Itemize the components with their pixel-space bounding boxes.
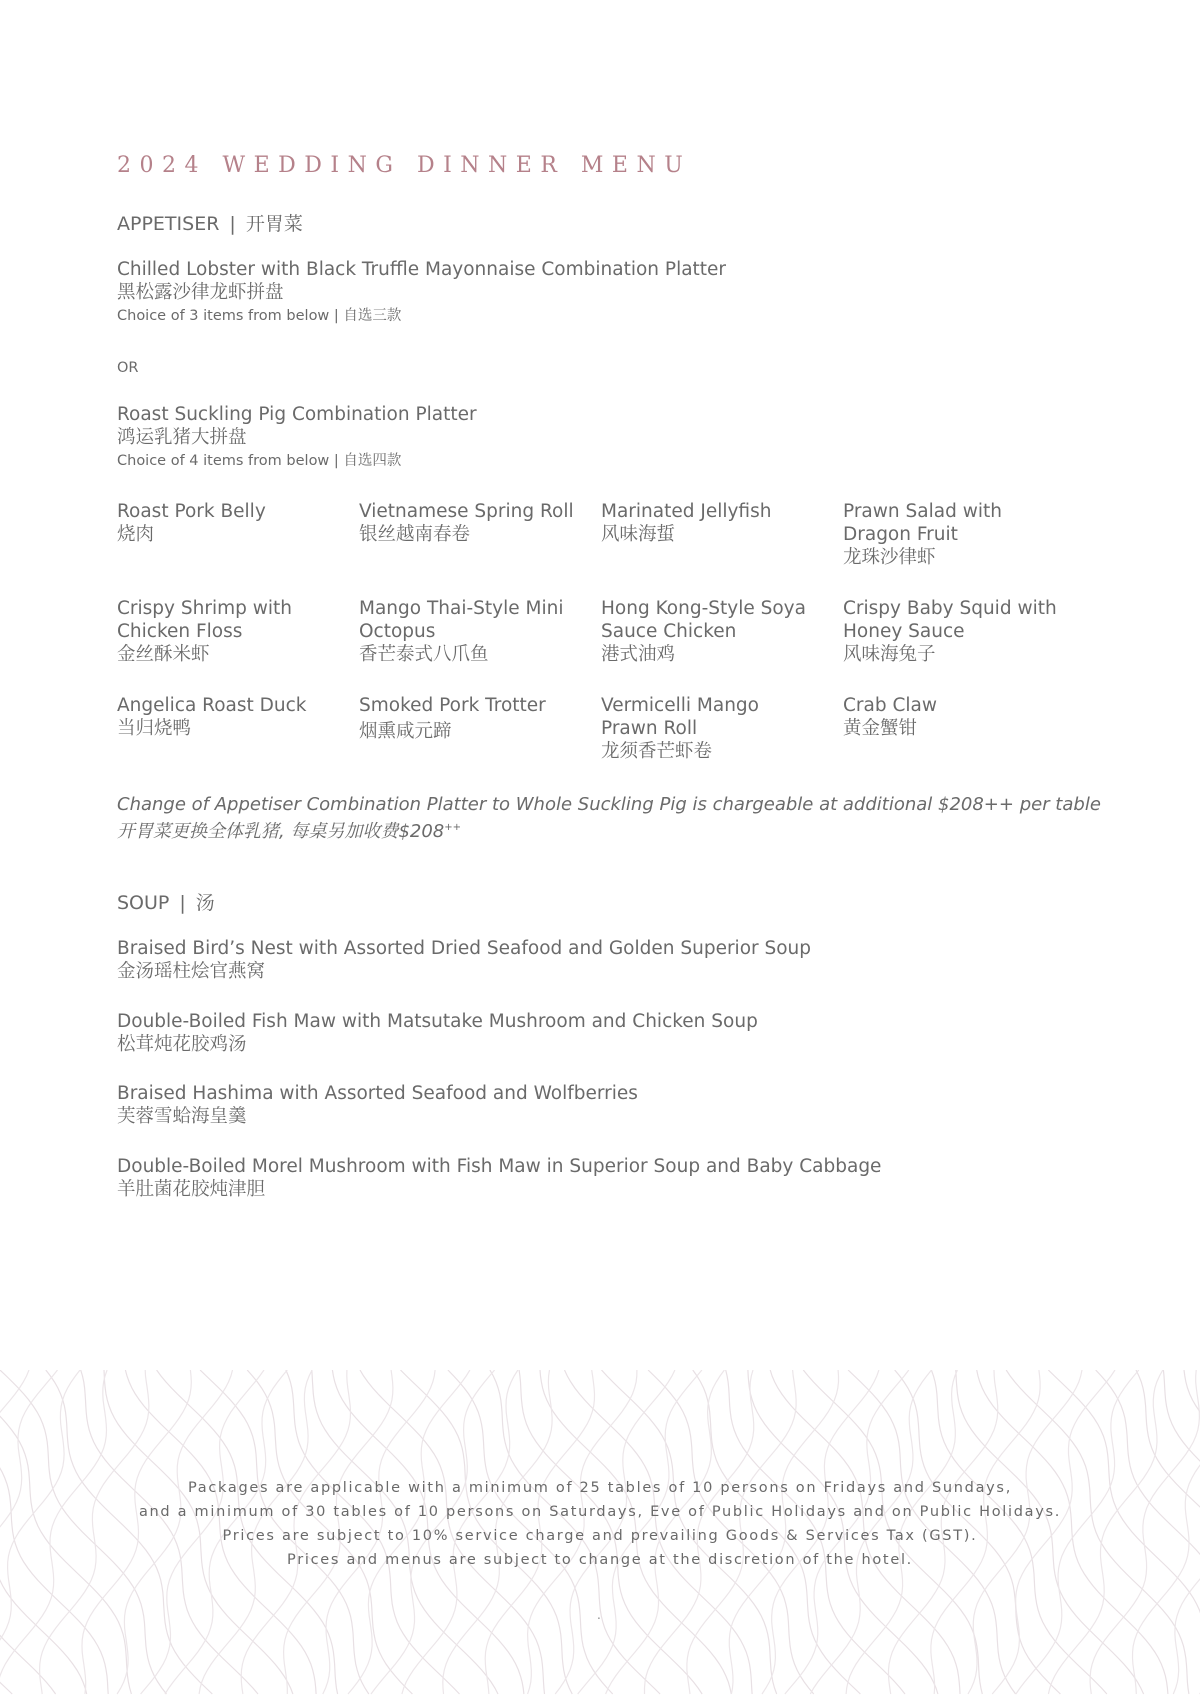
appetiser-item xyxy=(117,597,292,666)
item-zh: 当归烧鸭 xyxy=(117,718,192,739)
or-label: OR xyxy=(117,360,139,376)
dish-name-en: Roast Suckling Pig Combination Platter xyxy=(117,404,477,425)
terms-line: and a minimum of 30 tables of 10 persons on Saturdays, Eve of Public Holidays and on Public Holidays. xyxy=(138,1504,1062,1520)
item-zh: 银丝越南春卷 xyxy=(359,524,471,545)
heading-separator: | xyxy=(179,892,186,914)
dish-name-zh: 黑松露沙律龙虾拼盘 xyxy=(117,282,284,303)
appetiser-item xyxy=(359,500,589,546)
appetiser-option-suckling-pig xyxy=(117,403,477,471)
soup-heading xyxy=(117,888,215,915)
item-zh: 港式油鸡 xyxy=(601,644,676,665)
item-en: Hong Kong-Style Soya Sauce Chicken xyxy=(601,598,806,642)
soup-item xyxy=(117,937,811,983)
appetiser-item xyxy=(117,694,347,740)
item-zh: 龙珠沙律虾 xyxy=(843,547,936,568)
terms-line: Prices and menus are subject to change at the discretion of the hotel. xyxy=(287,1552,913,1568)
item-en: Angelica Roast Duck xyxy=(117,695,307,716)
appetiser-item xyxy=(117,500,347,546)
appetiser-option-lobster xyxy=(117,258,726,326)
item-en: Braised Bird’s Nest with Assorted Dried Seafood and Golden Superior Soup xyxy=(117,938,812,959)
item-zh: 风味海兔子 xyxy=(843,644,936,665)
item-en: Double-Boiled Morel Mushroom with Fish Maw in Superior Soup and Baby Cabbage xyxy=(117,1156,882,1177)
soup-heading-en: SOUP xyxy=(117,892,170,914)
item-zh: 香芒泰式八爪鱼 xyxy=(359,644,489,665)
appetiser-item xyxy=(601,500,831,546)
soup-heading-zh: 汤 xyxy=(195,892,215,914)
item-en: Roast Pork Belly xyxy=(117,501,266,522)
appetiser-heading-en: APPETISER xyxy=(117,213,220,235)
heading-separator: | xyxy=(229,213,236,235)
appetiser-item xyxy=(843,597,1068,666)
item-en: Marinated Jellyfish xyxy=(601,501,772,522)
note-zh-sup: ++ xyxy=(444,822,462,833)
item-zh: 黄金蟹钳 xyxy=(843,718,918,739)
suckling-pig-upgrade-note xyxy=(117,793,1101,843)
menu-title: 2024 WEDDING DINNER MENU xyxy=(117,153,692,178)
item-zh: 金汤瑶柱烩官燕窝 xyxy=(117,961,266,982)
footer-dot: . xyxy=(597,1608,601,1622)
item-en: Braised Hashima with Assorted Seafood and Wolfberries xyxy=(117,1083,638,1104)
appetiser-item xyxy=(843,694,1073,740)
terms-line: Prices are subject to 10% service charge and prevailing Goods & Services Tax (GST). xyxy=(222,1528,978,1544)
item-en: Vietnamese Spring Roll xyxy=(359,501,574,522)
item-en: Vermicelli Mango Prawn Roll xyxy=(601,695,759,739)
choice-note: Choice of 3 items from below | 自选三款 xyxy=(117,308,402,324)
appetiser-heading-zh: 开胃菜 xyxy=(245,213,303,235)
appetiser-item xyxy=(359,694,589,743)
item-zh: 风味海蜇 xyxy=(601,524,676,545)
note-en: Change of Appetiser Combination Platter to Whole Suckling Pig is chargeable at additional $208++ per table xyxy=(117,794,1101,815)
soup-item xyxy=(117,1155,881,1201)
appetiser-item xyxy=(359,597,564,666)
choice-note: Choice of 4 items from below | 自选四款 xyxy=(117,453,402,469)
appetiser-item xyxy=(843,500,1048,569)
item-en: Smoked Pork Trotter xyxy=(359,695,546,716)
item-zh: 松茸炖花胶鸡汤 xyxy=(117,1034,247,1055)
item-en: Crispy Baby Squid with Honey Sauce xyxy=(843,598,1057,642)
soup-item xyxy=(117,1010,758,1056)
item-en: Double-Boiled Fish Maw with Matsutake Mushroom and Chicken Soup xyxy=(117,1011,758,1032)
dish-name-en: Chilled Lobster with Black Truffle Mayonnaise Combination Platter xyxy=(117,259,727,280)
item-en: Crab Claw xyxy=(843,695,938,716)
item-zh: 芙蓉雪蛤海皇羹 xyxy=(117,1106,247,1127)
dish-name-zh: 鸿运乳猪大拼盘 xyxy=(117,427,247,448)
item-en: Mango Thai-Style Mini Octopus xyxy=(359,598,564,642)
item-en: Prawn Salad with Dragon Fruit xyxy=(843,501,1002,545)
item-en: Crispy Shrimp with Chicken Floss xyxy=(117,598,292,642)
item-zh: 烟熏咸元蹄 xyxy=(359,721,452,742)
item-zh: 羊肚菌花胶炖津胆 xyxy=(117,1179,266,1200)
soup-item xyxy=(117,1082,638,1128)
appetiser-heading xyxy=(117,209,303,236)
item-zh: 金丝酥米虾 xyxy=(117,644,210,665)
note-zh xyxy=(117,816,1101,843)
note-zh-text: 开胃菜更换全体乳猪, 每桌另加收费$208 xyxy=(117,821,445,842)
appetiser-item xyxy=(601,694,771,763)
appetiser-item xyxy=(601,597,816,666)
item-zh: 烧肉 xyxy=(117,524,155,545)
terms-line: Packages are applicable with a minimum of 25 tables of 10 persons on Fridays and Sundays, xyxy=(187,1480,1012,1496)
terms-footer xyxy=(0,1476,1200,1572)
item-zh: 龙须香芒虾卷 xyxy=(601,741,713,762)
